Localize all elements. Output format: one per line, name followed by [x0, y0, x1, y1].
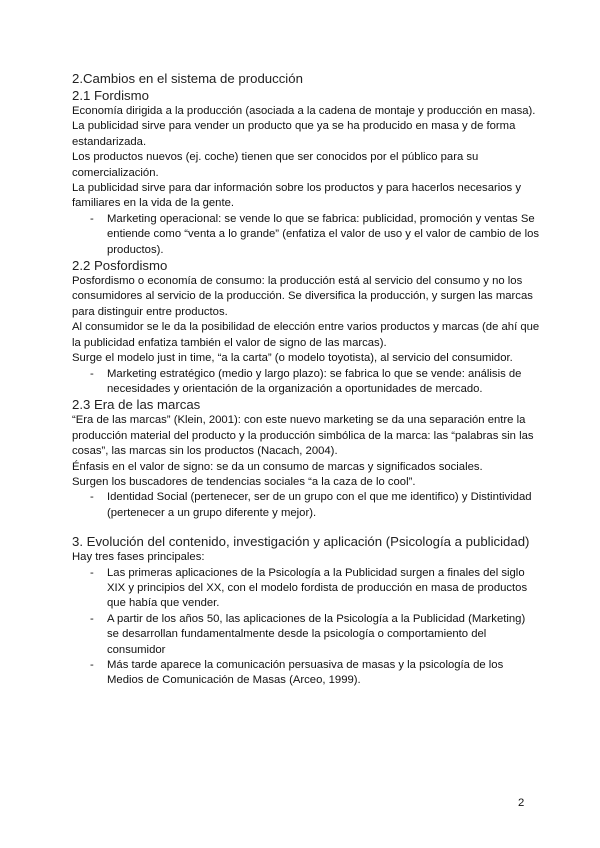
paragraph: Al consumidor se le da la posibilidad de elección entre varios productos y marcas (de ahí que la publicidad enfatiza también el valor de signo de las marcas). — [72, 321, 540, 349]
bullet-dash: - — [90, 566, 94, 579]
bullet-dash: - — [90, 491, 94, 504]
section-2-3-title: 2.3 Era de las marcas — [72, 397, 201, 413]
bullet-dash: - — [90, 212, 94, 225]
paragraph: Economía dirigida a la producción (asociada a la cadena de montaje y producción en masa). — [72, 105, 536, 117]
paragraph: Énfasis en el valor de signo: se da un consumo de marcas y significados sociales. — [72, 460, 483, 473]
document-body — [72, 71, 540, 689]
section-spacer — [72, 521, 540, 534]
paragraph: Hay tres fases principales: — [72, 551, 205, 564]
paragraph: “Era de las marcas” (Klein, 2001): con este nuevo marketing se da una separación entre la producción material del producto y la producción simbólica de la marca: las “palabras sin las cosas”, las marcas sin los productos (Nacach, 2004). — [72, 414, 534, 458]
paragraph: Surge el modelo just in time, “a la carta” (o modelo toyotista), al servicio del consumidor. — [72, 352, 513, 365]
list-item-text: Marketing operacional: se vende lo que se fabrica: publicidad, promoción y ventas Se entiende como “venta a lo grande” (enfatiza el valor de uso y el valor de cambio de los productos). — [107, 212, 540, 256]
list-item — [72, 658, 540, 689]
list-item-text: Más tarde aparece la comunicación persuasiva de masas y la psicología de los Medios de Comunicación de Masas (Arceo, 1999). — [107, 659, 504, 687]
list-item — [72, 367, 540, 398]
list-item-text: A partir de los años 50, las aplicaciones de la Psicología a la Publicidad (Marketing) se desarrollan fundamentalmente desde la psicología o comportamiento del consumidor — [107, 612, 526, 656]
list-item-text: Identidad Social (pertenecer, ser de un grupo con el que me identifico) y Distintividad (pertenecer a un grupo diferente y mejor). — [107, 491, 532, 519]
list-item-text: Marketing estratégico (medio y largo plazo): se fabrica lo que se vende: análisis de necesidades y orientación de la organización a oportunidades de mercado. — [107, 367, 522, 395]
list-item — [72, 612, 540, 658]
section-2-title: 2.Cambios en el sistema de producción — [72, 71, 303, 86]
bullet-list — [72, 490, 540, 521]
paragraph: La publicidad sirve para vender un producto que ya se ha producido en masa y de forma estandarizada. — [72, 120, 516, 148]
list-item — [72, 490, 540, 521]
bullet-list — [72, 566, 540, 689]
paragraph: Posfordismo o economía de consumo: la producción está al servicio del consumo y no los consumidores al servicio de la producción. Se diversifica la producción, y surgen las marcas para distinguir entre productos. — [72, 275, 533, 318]
section-2-2-title: 2.2 Posfordismo — [72, 258, 168, 274]
bullet-list — [72, 212, 540, 258]
list-item — [72, 566, 540, 612]
page-number: 2 — [518, 797, 525, 809]
list-item-text: Las primeras aplicaciones de la Psicología a la Publicidad surgen a finales del siglo XIX y principios del XX, con el modelo fordista de producción en masa de productos que había que vender. — [107, 566, 528, 610]
paragraph: La publicidad sirve para dar información sobre los productos y para hacerlos necesarios y familiares en la vida de la gente. — [72, 182, 521, 210]
bullet-dash: - — [90, 612, 94, 625]
bullet-list — [72, 367, 540, 398]
bullet-dash: - — [90, 659, 94, 671]
list-item — [72, 212, 540, 258]
paragraph: Surgen los buscadores de tendencias sociales “a la caza de lo cool”. — [72, 475, 416, 488]
section-2-1-title: 2.1 Fordismo — [72, 88, 149, 103]
paragraph: Los productos nuevos (ej. coche) tienen que ser conocidos por el público para su comercialización. — [72, 151, 479, 179]
bullet-dash: - — [90, 367, 94, 380]
section-3-title: 3. Evolución del contenido, investigación y aplicación (Psicología a publicidad) — [72, 534, 530, 550]
